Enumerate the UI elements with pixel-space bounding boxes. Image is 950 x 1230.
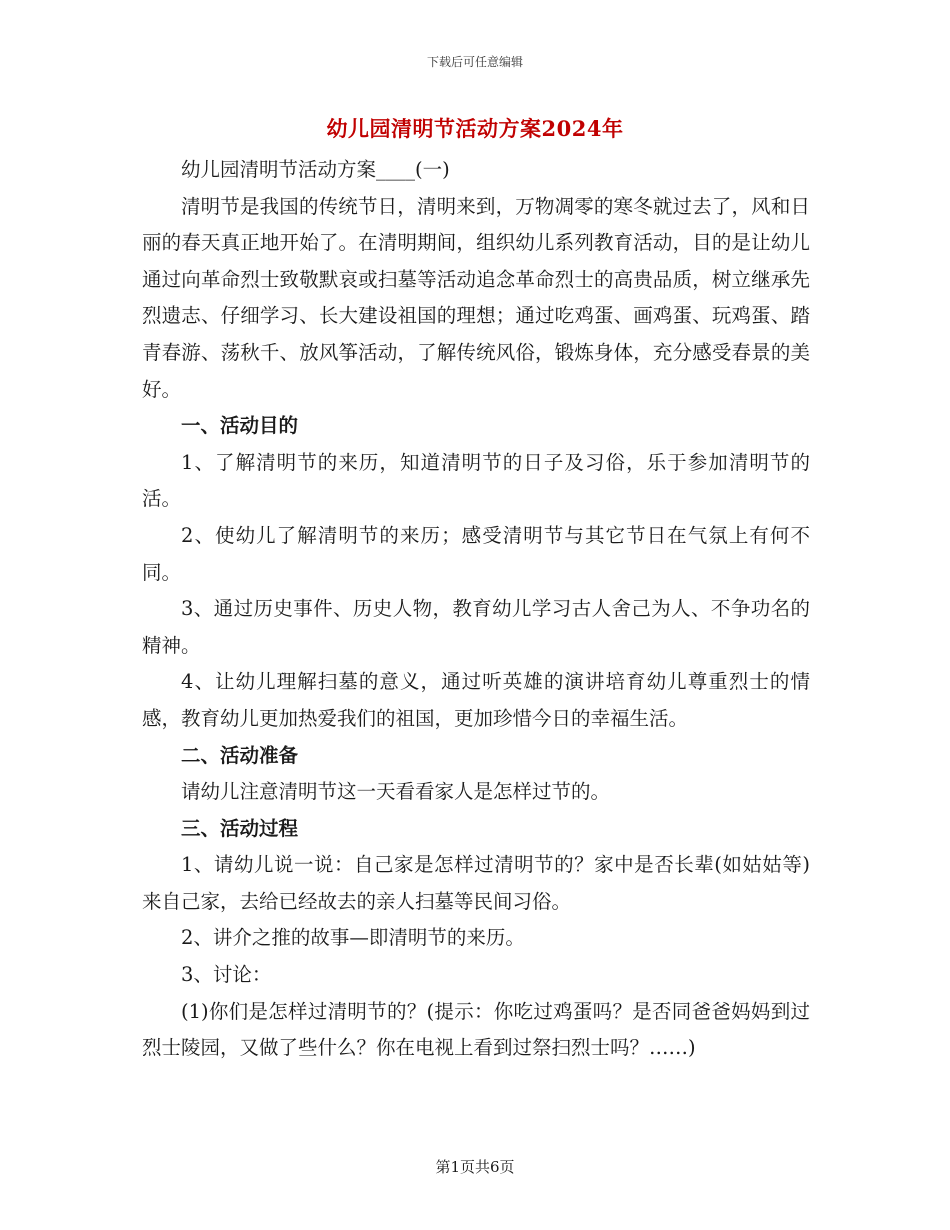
subtitle-paragraph: 幼儿园清明节活动方案____(一) <box>181 158 450 181</box>
section-heading-process: 三、活动过程 <box>181 816 299 840</box>
section-heading-goals: 一、活动目的 <box>181 414 299 438</box>
discussion-item-1: (1)你们是怎样过清明节的？(提示：你吃过鸡蛋吗？是否同爸爸妈妈到过烈士陵园，又做了些什么？你在电视上看到过祭扫烈士吗？……) <box>142 999 810 1060</box>
section-heading-preparation: 二、活动准备 <box>181 743 299 767</box>
goal-item-2: 2、使幼儿了解清明节的来历；感受清明节与其它节日在气氛上有何不同。 <box>142 523 810 584</box>
process-item-1: 1、请幼儿说一说：自己家是怎样过清明节的？家中是否长辈(如姑姑等)来自己家，去给已经故去的亲人扫墓等民间习俗。 <box>142 853 810 913</box>
header-note: 下载后可任意编辑 <box>426 55 523 69</box>
preparation-paragraph: 请幼儿注意清明节这一天看看家人是怎样过节的。 <box>181 780 611 804</box>
document-body <box>142 152 810 1067</box>
intro-paragraph: 清明节是我国的传统节日，清明来到，万物凋零的寒冬就过去了，风和日丽的春天真正地开始了。在清明期间，组织幼儿系列教育活动，目的是让幼儿通过向革命烈士致敬默哀或扫墓等活动追念革命烈士的高贵品质，树立继承先烈遗志、仔细学习、长大建设祖国的理想；通过吃鸡蛋、画鸡蛋、玩鸡蛋、踏青春游、荡秋千、放风筝活动，了解传统风俗，锻炼身体，充分感受春景的美好。 <box>142 194 810 401</box>
goal-item-3: 3、通过历史事件、历史人物，教育幼儿学习古人舍己为人、不争功名的精神。 <box>142 597 810 657</box>
process-item-2: 2、讲介之推的故事—即清明节的来历。 <box>181 926 525 950</box>
goal-item-4: 4、让幼儿理解扫墓的意义，通过听英雄的演讲培育幼儿尊重烈士的情感，教育幼儿更加热爱我们的祖国，更加珍惜今日的幸福生活。 <box>142 670 810 730</box>
document-title: 幼儿园清明节活动方案2024年 <box>326 116 624 141</box>
process-item-3: 3、讨论： <box>181 963 272 987</box>
page-indicator: 第1页共6页 <box>435 1158 515 1176</box>
goal-item-1: 1、了解清明节的来历，知道清明节的日子及习俗，乐于参加清明节的活。 <box>142 450 810 511</box>
